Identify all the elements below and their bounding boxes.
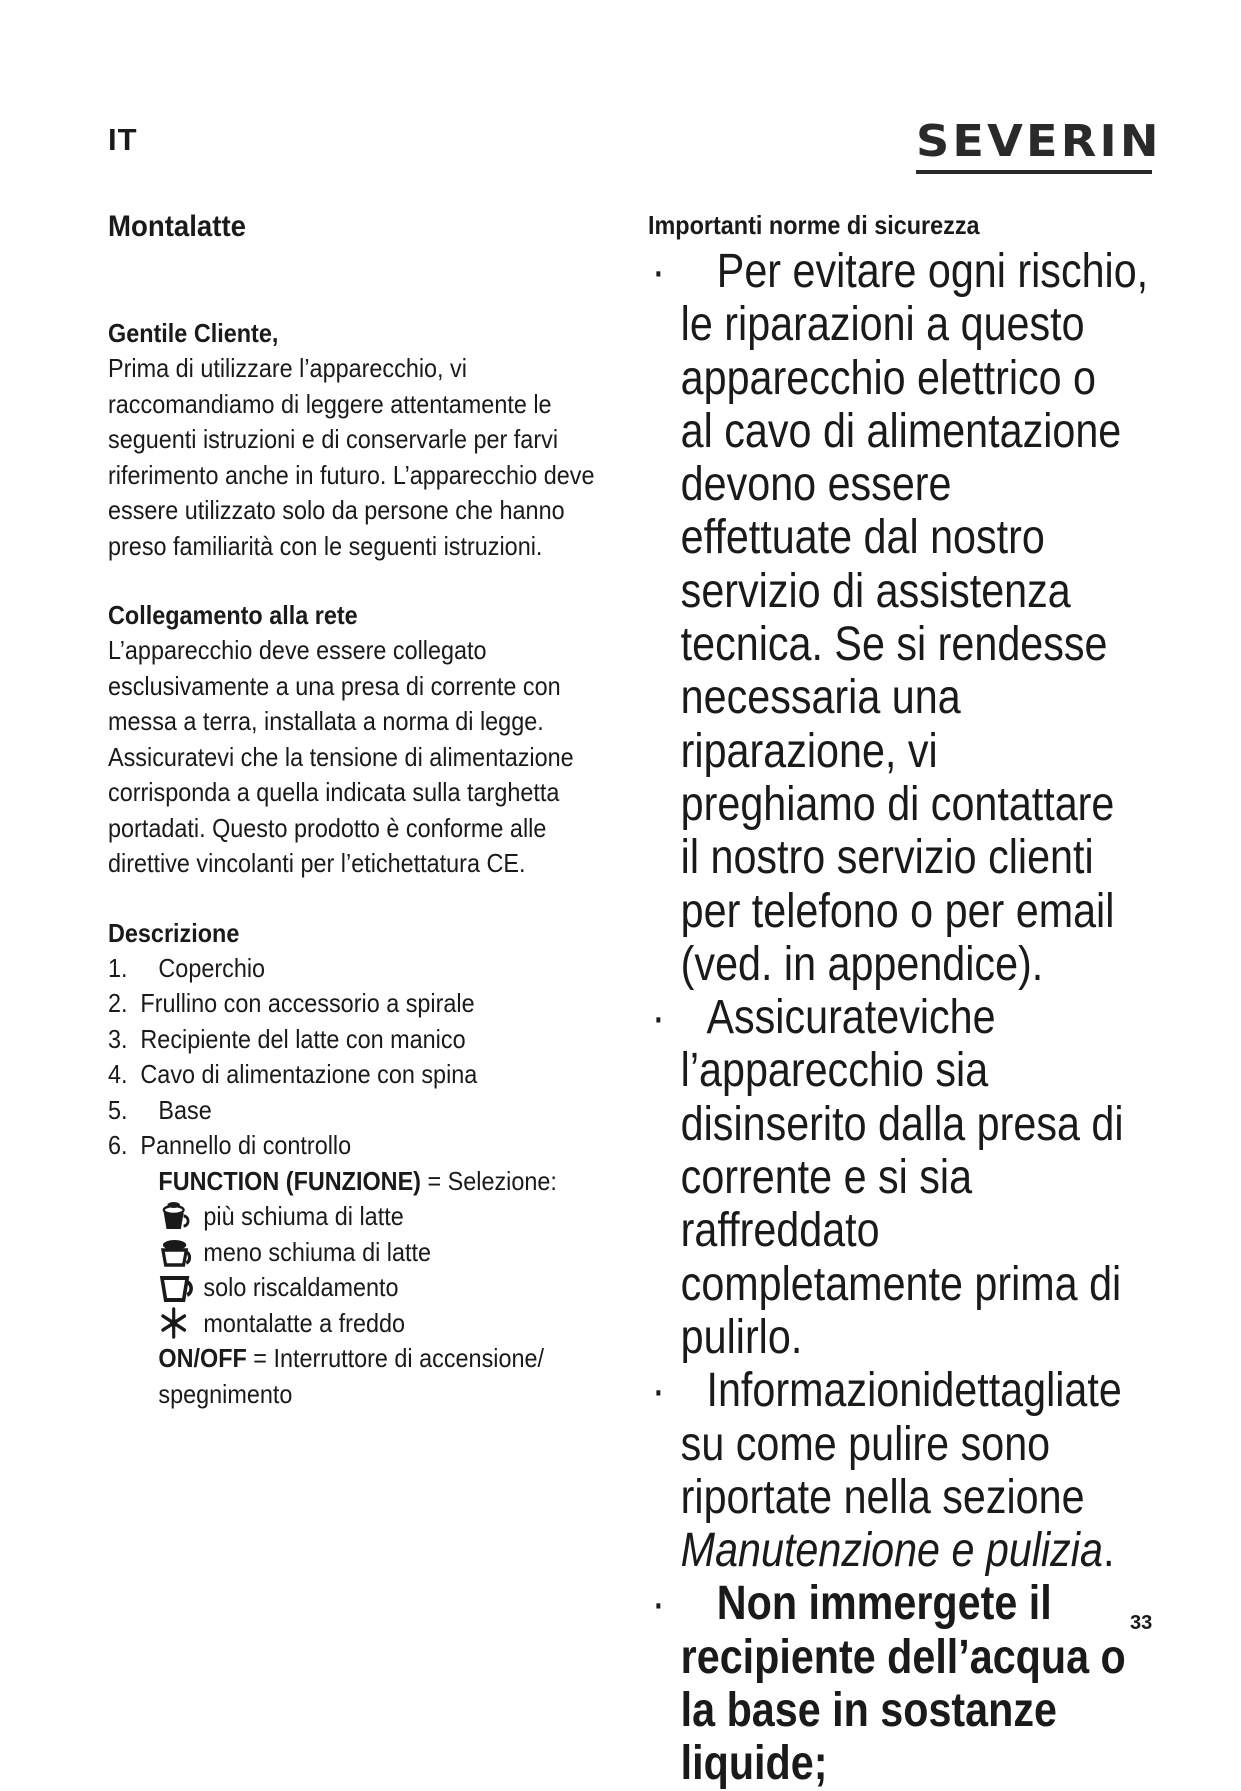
bullet-marker: · <box>651 1577 666 1631</box>
cup-heat-icon <box>158 1272 196 1304</box>
item-text: Base <box>158 1094 212 1125</box>
function-option <box>108 1270 612 1306</box>
onoff-line <box>108 1341 581 1412</box>
bullet-text: su come pulire sono riportate nella sezione <box>680 1417 1085 1524</box>
bullet-marker: · <box>651 1364 666 1418</box>
option-text: solo riscaldamento <box>203 1272 399 1302</box>
list-item <box>108 986 612 1022</box>
page-number: 33 <box>1130 1612 1153 1634</box>
bullet-lead: Assicurateviche <box>706 991 996 1045</box>
bullet-text: l’apparecchio sia disinserito dalla presa di corrente e si sia raffreddato completamente prima di pulirlo. <box>680 1044 1124 1364</box>
item-number: 3. <box>108 1023 128 1054</box>
item-number: 4. <box>108 1059 128 1089</box>
connection-paragraph: L’apparecchio deve essere collegato esclusivamente a una presa di corrente con messa a terra, installata a norma di legge. Assicuratevi che la tensione di alimentazione corrisponda a quella indicata sulla targhetta portadati. Questo prodotto è conforme alle direttive vincolanti per l’etichettatura CE. <box>108 635 574 878</box>
snowflake-icon <box>158 1307 196 1339</box>
description-list <box>108 951 612 1413</box>
safety-item-4 <box>648 1577 1130 1790</box>
function-line <box>108 1164 612 1200</box>
function-option <box>108 1306 612 1342</box>
item-text: Recipiente del latte con manico <box>140 1023 466 1054</box>
connection-heading: Collegamento alla rete <box>108 600 358 630</box>
brand-name: SEVERIN <box>916 116 1162 167</box>
left-column <box>108 210 628 1412</box>
item-number: 6. <box>108 1130 128 1160</box>
language-code: IT <box>108 122 138 157</box>
option-text: meno schiuma di latte <box>203 1236 432 1267</box>
safety-item-3 <box>648 1364 1130 1577</box>
description-heading: Descrizione <box>108 917 240 948</box>
bullet-marker: · <box>651 991 666 1045</box>
bullet-lead: Per evitare ogni rischio, <box>716 245 1149 298</box>
bullet-marker: · <box>651 245 666 298</box>
item-number: 1. <box>108 952 128 983</box>
list-item <box>108 1128 612 1164</box>
item-text: Coperchio <box>158 952 266 983</box>
bullet-italic: Manutenzione e pulizia <box>680 1524 1103 1578</box>
page-title: Montalatte <box>108 210 246 243</box>
brand-underline <box>916 170 1152 174</box>
bullet-end: . <box>1102 1524 1115 1578</box>
safety-heading: Importanti norme di sicurezza <box>648 210 980 240</box>
safety-item-2 <box>648 991 1130 1364</box>
onoff-label: ON/OFF <box>158 1343 247 1373</box>
cup-tall-foam-icon <box>158 1201 196 1233</box>
list-item <box>108 951 612 987</box>
option-text: più schiuma di latte <box>203 1201 404 1231</box>
item-number: 2. <box>108 988 128 1018</box>
greeting-heading: Gentile Cliente, <box>108 318 279 348</box>
onoff-text: = Interruttore di accensione/ spegnimento <box>158 1343 545 1409</box>
bullet-lead: Informazionidettagliate <box>706 1364 1122 1418</box>
function-label: FUNCTION (FUNZIONE) <box>158 1165 421 1196</box>
intro-paragraph: Prima di utilizzare l’apparecchio, vi raccomandiamo di leggere attentamente le seguenti istruzioni e di conservarle per farvi riferimento anche in futuro. L’apparecchio deve essere utilizzato solo da persone che hanno preso familiarità con le seguenti istruzioni. <box>108 353 595 561</box>
function-suffix: = Selezione: <box>420 1165 557 1196</box>
cup-foam-icon <box>158 1236 196 1268</box>
option-text: montalatte a freddo <box>203 1307 406 1338</box>
item-text: Frullino con accessorio a spirale <box>140 988 475 1018</box>
list-item <box>108 1022 612 1058</box>
brand-logo <box>916 116 1162 174</box>
list-item <box>108 1093 612 1129</box>
safety-item-1 <box>648 245 1149 991</box>
function-option <box>108 1235 612 1271</box>
bullet-lead: Non immergete il <box>716 1577 1052 1631</box>
item-text: Cavo di alimentazione con spina <box>140 1059 478 1089</box>
item-text: Pannello di controllo <box>140 1130 352 1160</box>
right-column <box>648 210 1168 1791</box>
function-option <box>108 1199 612 1235</box>
item-number: 5. <box>108 1094 128 1125</box>
bullet-text: le riparazioni a questo apparecchio elettrico o al cavo di alimentazione devono essere effettuate dal nostro servizio di assistenza tecnica. Se si rendesse necessaria una riparazione, vi preghiamo di contattare il nostro servizio clienti per telefono o per email (ved. in appendice). <box>680 298 1122 991</box>
bullet-text: recipiente dell’acqua o la base in sostanze liquide; <box>680 1630 1126 1791</box>
list-item <box>108 1057 612 1093</box>
